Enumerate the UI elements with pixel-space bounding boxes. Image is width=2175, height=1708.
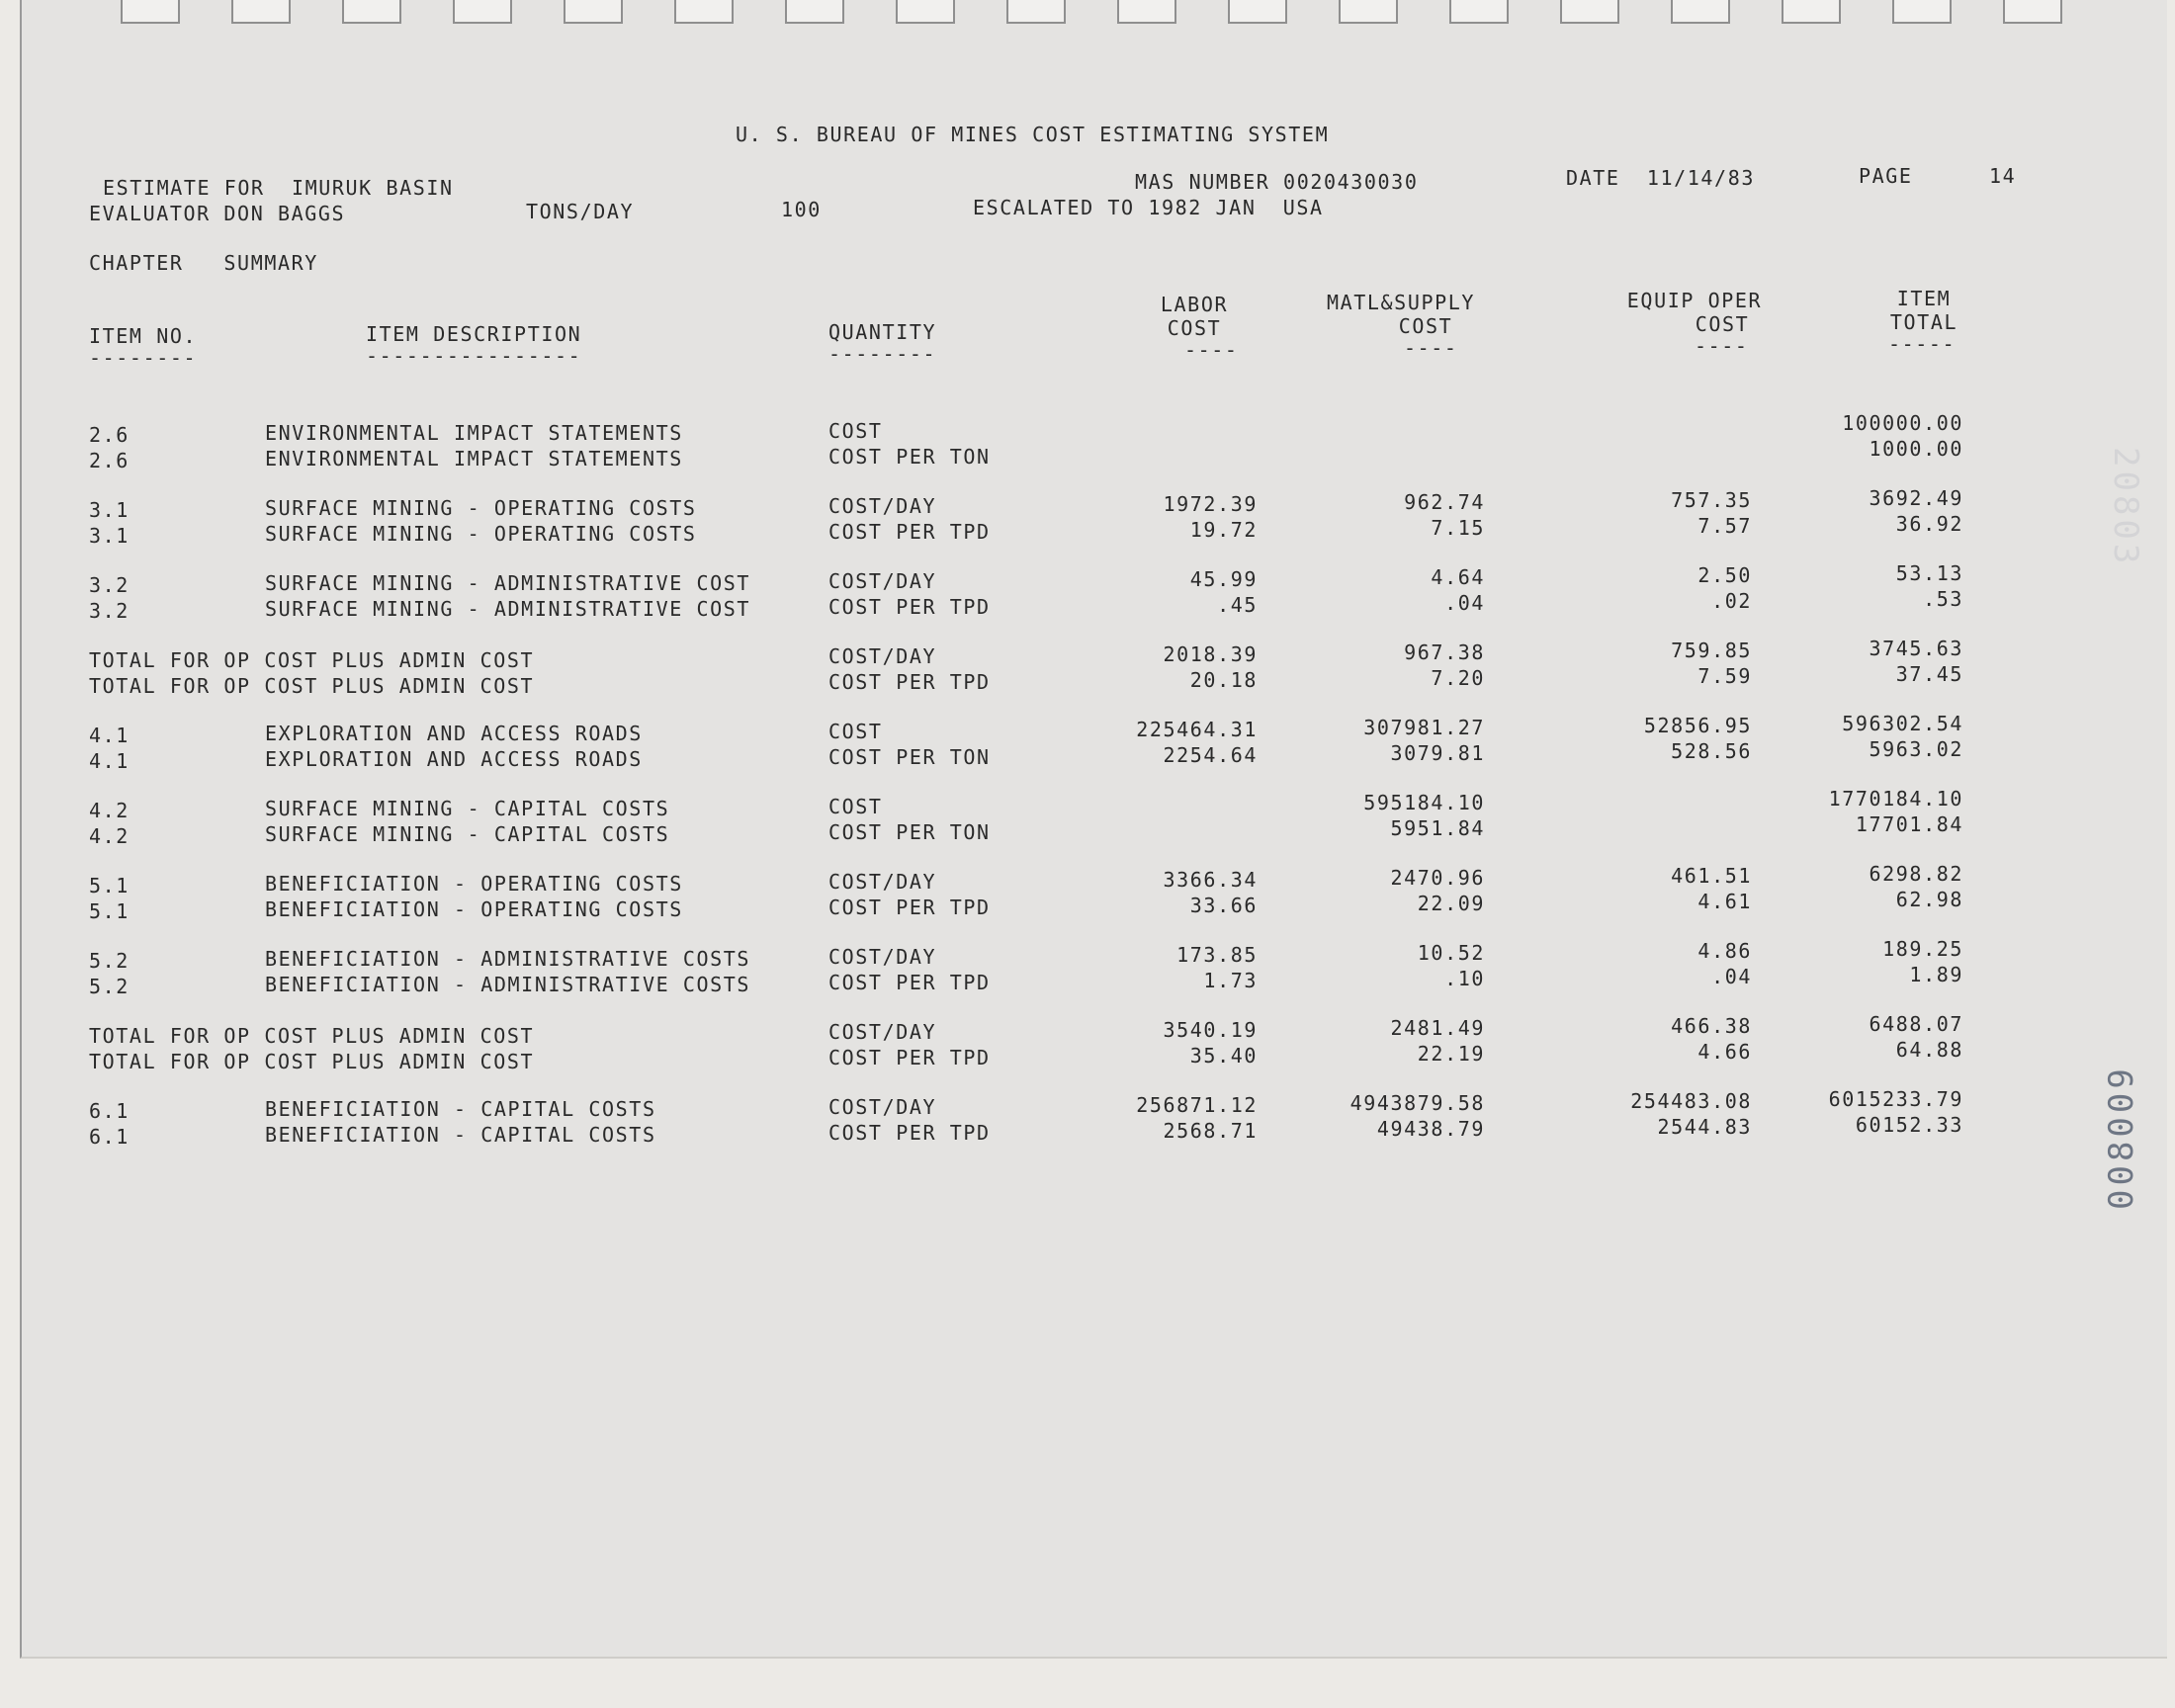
- row-item-description: SURFACE MINING - ADMINISTRATIVE COST: [265, 597, 751, 621]
- row-item-total: 6015233.79: [1828, 1087, 1963, 1111]
- row-labor-cost: 225464.31: [1136, 718, 1258, 741]
- row-item-no: 6.1: [89, 1099, 130, 1123]
- row-item-total: 6488.07: [1869, 1012, 1963, 1036]
- row-equip-oper-cost: 7.57: [1697, 514, 1752, 538]
- side-stamp-number: 008009: [2102, 1065, 2141, 1210]
- feed-hole: [564, 0, 623, 24]
- row-equip-oper-cost: 254483.08: [1630, 1089, 1752, 1113]
- row-quantity: COST: [828, 720, 883, 743]
- row-labor-cost: 256871.12: [1136, 1093, 1258, 1117]
- header-item-total: ITEM: [1896, 287, 1952, 310]
- row-item-total: 17701.84: [1855, 812, 1963, 836]
- row-item-description: SURFACE MINING - OPERATING COSTS: [265, 522, 697, 546]
- row-labor-cost: 35.40: [1189, 1044, 1258, 1068]
- row-quantity: COST: [828, 419, 883, 443]
- row-labor-cost: 33.66: [1189, 894, 1258, 917]
- row-item-no: 5.1: [89, 874, 130, 897]
- feed-hole: [231, 0, 291, 24]
- faint-stamp-number: 20803: [2106, 447, 2145, 568]
- row-item-total: 189.25: [1882, 937, 1963, 961]
- row-equip-oper-cost: 4.86: [1697, 939, 1752, 963]
- row-item-no: TOTAL FOR OP COST PLUS ADMIN COST: [89, 674, 535, 698]
- row-matl-supply-cost: 5951.84: [1390, 816, 1485, 840]
- header-underline: --------: [89, 346, 198, 370]
- row-equip-oper-cost: 4.61: [1697, 890, 1752, 913]
- row-item-description: BENEFICIATION - CAPITAL COSTS: [265, 1097, 656, 1121]
- row-item-no: 4.1: [89, 724, 130, 747]
- row-labor-cost: 1972.39: [1163, 492, 1258, 516]
- feed-hole: [121, 0, 180, 24]
- row-matl-supply-cost: 49438.79: [1376, 1117, 1485, 1141]
- row-item-total: 596302.54: [1842, 712, 1963, 735]
- row-item-no: 5.1: [89, 899, 130, 923]
- row-item-description: SURFACE MINING - ADMINISTRATIVE COST: [265, 571, 751, 595]
- row-item-total: 62.98: [1895, 888, 1963, 911]
- row-item-no: 2.6: [89, 449, 130, 472]
- row-labor-cost: 2018.39: [1163, 642, 1258, 666]
- row-quantity: COST/DAY: [828, 870, 937, 894]
- feed-hole: [785, 0, 844, 24]
- row-item-description: SURFACE MINING - CAPITAL COSTS: [265, 822, 670, 846]
- row-matl-supply-cost: 22.09: [1417, 892, 1485, 915]
- feed-hole: [1892, 0, 1952, 24]
- row-quantity: COST PER TPD: [828, 971, 991, 994]
- row-quantity: COST PER TON: [828, 445, 991, 469]
- row-equip-oper-cost: .04: [1711, 965, 1752, 988]
- row-quantity: COST/DAY: [828, 1095, 937, 1119]
- row-equip-oper-cost: 7.59: [1697, 664, 1752, 688]
- row-item-no: 4.2: [89, 824, 130, 848]
- row-matl-supply-cost: 962.74: [1404, 490, 1485, 514]
- row-matl-supply-cost: 7.15: [1431, 516, 1485, 540]
- row-item-no: 4.2: [89, 799, 130, 822]
- row-item-total: 5963.02: [1869, 737, 1963, 761]
- row-matl-supply-cost: 7.20: [1431, 666, 1485, 690]
- header-labor-cost: COST: [1167, 316, 1222, 340]
- row-matl-supply-cost: 2470.96: [1390, 866, 1485, 890]
- feed-hole: [1339, 0, 1398, 24]
- row-item-description: BENEFICIATION - ADMINISTRATIVE COSTS: [265, 947, 751, 971]
- row-quantity: COST PER TPD: [828, 896, 991, 919]
- row-item-total: 53.13: [1895, 561, 1963, 585]
- row-quantity: COST/DAY: [828, 569, 937, 593]
- page-label: PAGE: [1859, 164, 1913, 188]
- row-item-no: 2.6: [89, 423, 130, 447]
- row-item-no: TOTAL FOR OP COST PLUS ADMIN COST: [89, 1050, 535, 1073]
- row-item-total: 3692.49: [1869, 486, 1963, 510]
- row-item-total: 1770184.10: [1828, 787, 1963, 811]
- row-matl-supply-cost: 3079.81: [1390, 741, 1485, 765]
- header-labor: LABOR: [1160, 293, 1229, 316]
- header-underline: ----: [1404, 336, 1458, 360]
- row-matl-supply-cost: 595184.10: [1363, 791, 1485, 814]
- row-item-description: EXPLORATION AND ACCESS ROADS: [265, 722, 643, 745]
- row-item-no: 5.2: [89, 949, 130, 973]
- feed-hole: [896, 0, 955, 24]
- tons-day-value: 100: [781, 198, 822, 221]
- row-item-description: ENVIRONMENTAL IMPACT STATEMENTS: [265, 447, 683, 470]
- tractor-feed-holes: [121, 0, 2098, 24]
- feed-hole: [1449, 0, 1509, 24]
- row-item-description: BENEFICIATION - OPERATING COSTS: [265, 897, 683, 921]
- report-date: DATE 11/14/83: [1566, 166, 1755, 190]
- chapter-summary: CHAPTER SUMMARY: [89, 251, 318, 275]
- row-item-total: .53: [1923, 587, 1963, 611]
- row-item-total: 1000.00: [1869, 437, 1963, 461]
- header-matl-cost: COST: [1398, 314, 1453, 338]
- row-equip-oper-cost: .02: [1711, 589, 1752, 613]
- feed-hole: [342, 0, 401, 24]
- row-item-no: 3.2: [89, 599, 130, 623]
- row-item-total: 36.92: [1895, 512, 1963, 536]
- row-equip-oper-cost: 757.35: [1671, 488, 1752, 512]
- feed-hole: [1782, 0, 1841, 24]
- header-item-description: ITEM DESCRIPTION: [366, 322, 582, 346]
- row-item-total: 6298.82: [1869, 862, 1963, 886]
- header-matl-supply: MATL&SUPPLY: [1326, 291, 1476, 314]
- row-quantity: COST/DAY: [828, 945, 937, 969]
- row-matl-supply-cost: 22.19: [1417, 1042, 1485, 1066]
- header-underline: ----: [1184, 338, 1239, 362]
- row-matl-supply-cost: 967.38: [1404, 640, 1485, 664]
- row-matl-supply-cost: 4943879.58: [1349, 1091, 1485, 1115]
- row-item-description: BENEFICIATION - OPERATING COSTS: [265, 872, 683, 896]
- row-matl-supply-cost: .04: [1444, 591, 1485, 615]
- report-title: U. S. BUREAU OF MINES COST ESTIMATING SYSTEM: [736, 123, 1330, 146]
- row-item-total: 100000.00: [1842, 411, 1963, 435]
- row-quantity: COST PER TPD: [828, 595, 991, 619]
- feed-hole: [1560, 0, 1619, 24]
- row-quantity: COST PER TON: [828, 745, 991, 769]
- header-underline: ----: [1695, 334, 1749, 358]
- row-item-description: ENVIRONMENTAL IMPACT STATEMENTS: [265, 421, 683, 445]
- row-labor-cost: 20.18: [1189, 668, 1258, 692]
- row-labor-cost: 2568.71: [1163, 1119, 1258, 1143]
- escalated-to: ESCALATED TO 1982 JAN USA: [973, 196, 1324, 219]
- header-item-no: ITEM NO.: [89, 324, 198, 348]
- row-matl-supply-cost: 307981.27: [1363, 716, 1485, 739]
- row-item-total: 37.45: [1895, 662, 1963, 686]
- row-quantity: COST: [828, 795, 883, 818]
- row-labor-cost: 3540.19: [1163, 1018, 1258, 1042]
- row-labor-cost: .45: [1217, 593, 1258, 617]
- feed-hole: [674, 0, 734, 24]
- row-quantity: COST PER TPD: [828, 1046, 991, 1069]
- row-equip-oper-cost: 2544.83: [1657, 1115, 1752, 1139]
- row-matl-supply-cost: 10.52: [1417, 941, 1485, 965]
- header-equip-cost: COST: [1695, 312, 1750, 336]
- header-underline: ----------------: [366, 344, 582, 368]
- feed-hole: [453, 0, 512, 24]
- feed-hole: [2003, 0, 2062, 24]
- row-item-no: 3.1: [89, 524, 130, 548]
- header-equip-oper: EQUIP OPER: [1626, 289, 1763, 312]
- row-labor-cost: 45.99: [1189, 567, 1258, 591]
- header-quantity: QUANTITY: [828, 320, 937, 344]
- row-item-no: 4.1: [89, 749, 130, 773]
- row-labor-cost: 173.85: [1176, 943, 1258, 967]
- row-equip-oper-cost: 52856.95: [1643, 714, 1752, 737]
- row-quantity: COST PER TON: [828, 820, 991, 844]
- row-item-total: 1.89: [1909, 963, 1963, 986]
- row-item-description: SURFACE MINING - CAPITAL COSTS: [265, 797, 670, 820]
- row-item-total: 60152.33: [1855, 1113, 1963, 1137]
- row-item-no: TOTAL FOR OP COST PLUS ADMIN COST: [89, 648, 535, 672]
- row-matl-supply-cost: .10: [1444, 967, 1485, 990]
- row-matl-supply-cost: 2481.49: [1390, 1016, 1485, 1040]
- row-labor-cost: 1.73: [1203, 969, 1258, 992]
- evaluator: EVALUATOR DON BAGGS: [89, 202, 346, 225]
- row-item-no: TOTAL FOR OP COST PLUS ADMIN COST: [89, 1024, 535, 1048]
- row-equip-oper-cost: 461.51: [1671, 864, 1752, 888]
- row-labor-cost: 2254.64: [1163, 743, 1258, 767]
- row-equip-oper-cost: 466.38: [1671, 1014, 1752, 1038]
- row-item-description: SURFACE MINING - OPERATING COSTS: [265, 496, 697, 520]
- row-equip-oper-cost: 2.50: [1697, 563, 1752, 587]
- header-item-total-2: TOTAL: [1889, 310, 1958, 334]
- row-quantity: COST PER TPD: [828, 520, 991, 544]
- row-item-description: BENEFICIATION - CAPITAL COSTS: [265, 1123, 656, 1147]
- row-item-description: EXPLORATION AND ACCESS ROADS: [265, 747, 643, 771]
- row-item-total: 3745.63: [1869, 637, 1963, 660]
- feed-hole: [1228, 0, 1287, 24]
- row-item-no: 3.1: [89, 498, 130, 522]
- row-quantity: COST/DAY: [828, 644, 937, 668]
- printout-sheet: [20, 0, 2167, 1659]
- header-underline: -----: [1888, 332, 1957, 356]
- row-quantity: COST PER TPD: [828, 1121, 991, 1145]
- row-item-no: 3.2: [89, 573, 130, 597]
- page-number: 14: [1989, 164, 2017, 188]
- row-item-description: BENEFICIATION - ADMINISTRATIVE COSTS: [265, 973, 751, 996]
- row-equip-oper-cost: 4.66: [1697, 1040, 1752, 1064]
- row-item-no: 5.2: [89, 975, 130, 998]
- estimate-for: ESTIMATE FOR IMURUK BASIN: [103, 176, 454, 200]
- row-quantity: COST PER TPD: [828, 670, 991, 694]
- feed-hole: [1117, 0, 1176, 24]
- row-quantity: COST/DAY: [828, 494, 937, 518]
- row-labor-cost: 19.72: [1189, 518, 1258, 542]
- row-equip-oper-cost: 528.56: [1671, 739, 1752, 763]
- header-underline: --------: [828, 342, 937, 366]
- tons-day-label: TONS/DAY: [526, 200, 635, 223]
- feed-hole: [1671, 0, 1730, 24]
- row-equip-oper-cost: 759.85: [1671, 639, 1752, 662]
- row-labor-cost: 3366.34: [1163, 868, 1258, 892]
- mas-number: MAS NUMBER 0020430030: [1135, 170, 1419, 194]
- row-item-total: 64.88: [1895, 1038, 1963, 1062]
- row-item-no: 6.1: [89, 1125, 130, 1149]
- row-quantity: COST/DAY: [828, 1020, 937, 1044]
- row-matl-supply-cost: 4.64: [1431, 565, 1485, 589]
- feed-hole: [1006, 0, 1066, 24]
